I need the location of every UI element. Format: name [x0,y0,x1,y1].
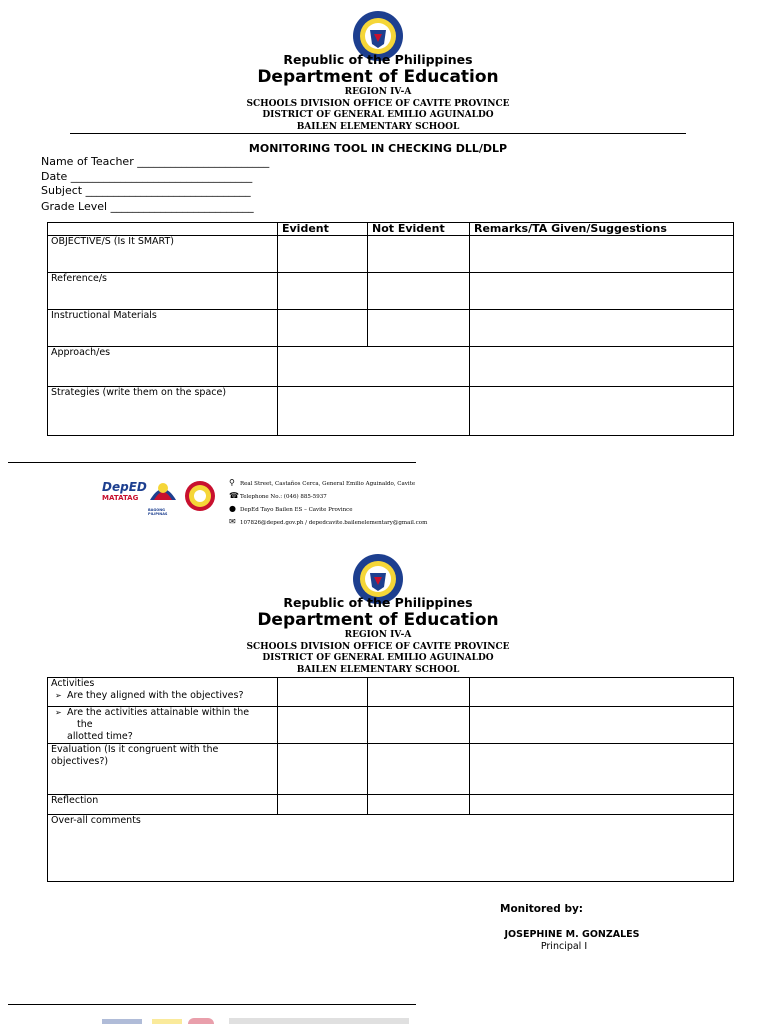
monitored-by-label: Monitored by: [500,903,584,915]
telephone-text: Telephone No.: (046) 885-5937 [240,494,327,500]
cell-not-evident[interactable] [368,678,470,707]
deped-matatag-logo [102,480,146,502]
cell-evident[interactable] [278,678,368,707]
region-label: REGION IV-A [344,87,412,97]
cell-evident-merged[interactable] [278,387,470,436]
cell-not-evident[interactable] [368,273,470,310]
table-row [48,273,734,310]
activities-label: Activities [51,678,95,689]
bagong-pilipinas-icon [148,478,178,504]
contact-info-fragment [229,1018,409,1024]
row-label-evaluation: Evaluation (Is it congruent with the objectives?) [48,744,278,795]
signatory-title: Principal I [540,941,588,952]
school-label: BAILEN ELEMENTARY SCHOOL [296,122,460,132]
footer-divider [8,462,416,463]
footer-contact-info [229,477,427,529]
table-row [48,387,734,436]
activities-bullet-1: ➢ Are they aligned with the objectives? [51,690,274,702]
header-not-evident: Not Evident [368,223,470,236]
activities-bullet-2-end: allotted time? [67,731,133,742]
cell-evident-merged[interactable] [278,347,470,387]
table-row [48,744,734,795]
phone-icon: ☎ [229,491,239,500]
cell-remarks[interactable] [470,347,734,387]
activities-bullet-2: ➢ Are the activities attainable within the [51,707,274,719]
header-divider [70,133,686,134]
cell-remarks[interactable] [470,744,734,795]
cell-not-evident[interactable] [368,795,470,815]
row-label-reflection: Reflection [48,795,278,815]
table-row [48,678,734,707]
facebook-text: DepEd Tayo Bailen ES – Cavite Province [240,507,353,513]
monitoring-table-1 [47,222,734,436]
facebook-icon: ● [229,504,236,513]
republic-heading: Republic of the Philippines [283,595,473,610]
header-remarks: Remarks/TA Given/Suggestions [470,223,734,236]
cell-evident[interactable] [278,273,368,310]
cell-not-evident[interactable] [368,707,470,744]
table-header-row [48,223,734,236]
cell-evident[interactable] [278,744,368,795]
cell-remarks[interactable] [470,795,734,815]
address-text: Real Street, Castaños Cerca, General Emilio Aguinaldo, Cavite [240,481,416,487]
date-field[interactable]: Date _________________________________ [41,170,253,183]
bagong-logo-fragment [152,1019,182,1024]
cell-not-evident[interactable] [368,310,470,347]
header-blank [48,223,278,236]
form-title: MONITORING TOOL IN CHECKING DLL/DLP [248,142,508,155]
row-label-objectives: OBJECTIVE/S (Is It SMART) [48,236,278,273]
cell-remarks[interactable] [470,273,734,310]
row-label-materials: Instructional Materials [48,310,278,347]
table-row [48,347,734,387]
cell-remarks[interactable] [470,387,734,436]
district-label: DISTRICT OF GENERAL EMILIO AGUINALDO [262,110,494,120]
header-evident: Evident [278,223,368,236]
table-row [48,707,734,744]
deped-logo-text: DepED [102,480,147,494]
subject-field[interactable]: Subject ______________________________ [41,184,251,197]
cell-not-evident[interactable] [368,744,470,795]
footer-divider [8,1004,416,1005]
bagong-logo-text: BAGONG PILIPINAS [148,508,168,516]
grade-level-field[interactable]: Grade Level __________________________ [41,200,254,213]
school-label: BAILEN ELEMENTARY SCHOOL [296,665,460,675]
cell-not-evident[interactable] [368,236,470,273]
district-label: DISTRICT OF GENERAL EMILIO AGUINALDO [262,653,494,663]
teacher-field[interactable]: Name of Teacher ________________________ [41,155,270,168]
department-heading: Department of Education [257,610,499,630]
cell-remarks[interactable] [470,678,734,707]
cell-evident[interactable] [278,795,368,815]
division-label: SCHOOLS DIVISION OFFICE OF CAVITE PROVINCE [246,642,510,652]
cell-remarks[interactable] [470,707,734,744]
table-row [48,310,734,347]
row-label-approaches: Approach/es [48,347,278,387]
activities-bullet-2-cont: the [77,719,93,730]
matatag-logo-text: MATATAG [102,494,139,502]
email-icon: ✉ [229,517,236,526]
deped-logo-fragment [102,1019,142,1024]
row-label-references: Reference/s [48,273,278,310]
department-heading: Department of Education [257,67,499,87]
table-row [48,236,734,273]
school-seal-fragment [188,1018,214,1024]
row-label-activities [48,678,278,707]
region-label: REGION IV-A [344,630,412,640]
table-row [48,795,734,815]
email-text[interactable]: 107826@deped.gov.ph / depedcavite.bailenelementary@gmail.com [240,520,428,526]
signatory-name: JOSEPHINE M. GONZALES [504,929,640,940]
cell-evident[interactable] [278,707,368,744]
cell-evident[interactable] [278,310,368,347]
republic-heading: Republic of the Philippines [283,52,473,67]
division-label: SCHOOLS DIVISION OFFICE OF CAVITE PROVINCE [246,99,510,109]
cell-remarks[interactable] [470,310,734,347]
row-label-activities-2 [48,707,278,744]
table-row [48,815,734,882]
cell-remarks[interactable] [470,236,734,273]
monitoring-table-2 [47,677,734,882]
location-icon: ⚲ [229,478,235,487]
cell-evident[interactable] [278,236,368,273]
bagong-pilipinas-logo [148,478,184,516]
overall-comments-cell[interactable]: Over-all comments [48,815,734,882]
school-seal-icon [184,479,216,513]
row-label-strategies: Strategies (write them on the space) [48,387,278,436]
